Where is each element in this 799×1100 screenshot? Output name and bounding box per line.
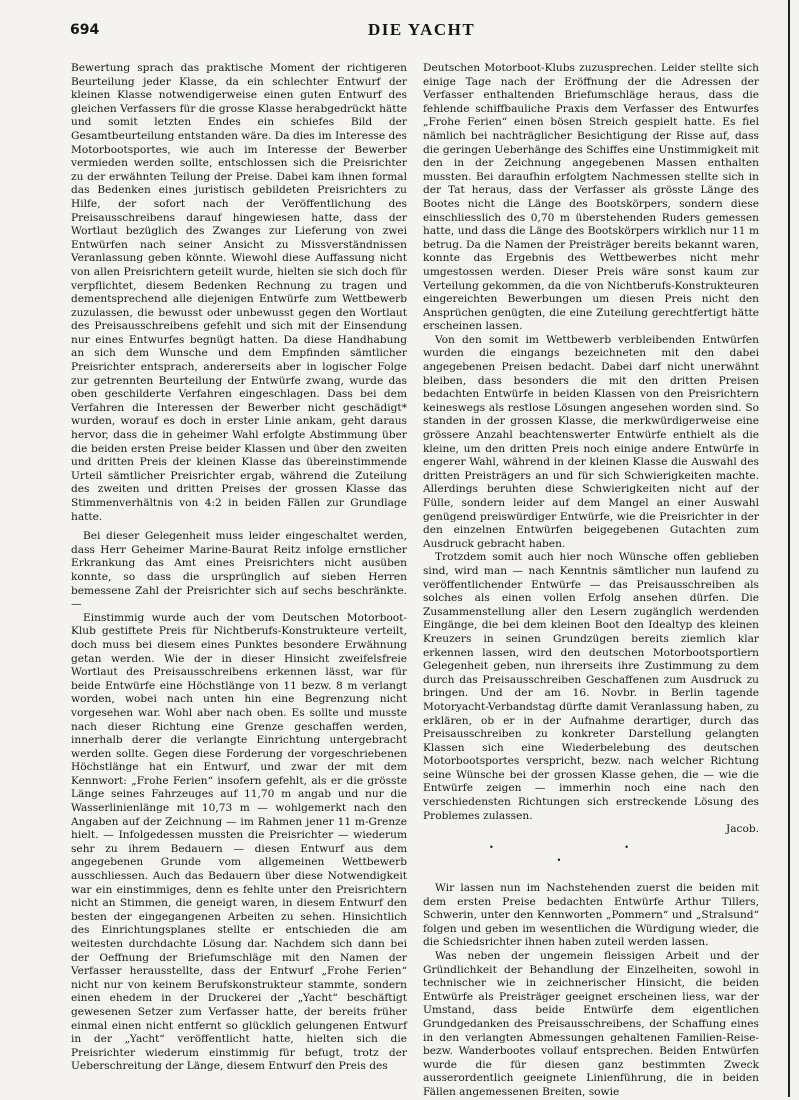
paragraph: Trotzdem somit auch hier noch Wünsche offen geblieben sind, wird man — nach Kenntnis sämtlicher nun laufend zu veröffentlichender Entwürfe — das Preisausschreiben als solches als einen vollen Erfolg ansehen dürfen. Die Zusammenstellung aller den Lesern zugänglich werdenden Eingänge, die bei dem kleinen Boot den Idealtyp des kleinen Kreuzers in seinen Grundzügen bereits ziemlich klar erkennen lassen, wird den deutschen Motorbootsportlern Gelegenheit geben, nun ihrerseits ihre Zustimmung zu dem durch das Preisausschreiben Geschaffenen zum Ausdruck zu bringen. Und der am 16. Novbr. in Berlin tagende Motoryacht-Verbandstag dürfte damit Veranlassung haben, zu erklären, ob er in der Aufnahme derartiger, durch das Preisausschreiben zu konkreter Darstellung gelangten Klassen sich eine Wiederbelebung des deutschen Motorbootsportes verspricht, bezw. nach welcher Richtung seine Wünsche bei der grossen Klasse gehen, die — wie die Entwürfe zeigen — immerhin noch eine nach den verschiedensten Richtungen sich erstreckende Lösung des Problemes zulassen. bbox=[423, 551, 759, 822]
author-signature: Jacob. bbox=[725, 823, 759, 836]
paragraph: Bei dieser Gelegenheit muss leider eingeschaltet werden, dass Herr Geheimer Marine-Baurat Reitz infolge ernstlicher Erkrankung das Amt eines Preisrichters nicht ausüben konnte, so dass die ursprünglich auf sieben Herren bemessene Zahl der Preisrichter sich auf sechs beschränkte. — bbox=[71, 530, 407, 611]
paragraph: Einstimmig wurde auch der vom Deutschen Motorboot-Klub gestiftete Preis für Nichtberufs-Konstrukteure verteilt, doch muss bei diesem eines Punktes besondere Erwähnung getan werden. Wie der in dieser Hinsicht zweifelsfreie Wortlaut des Preisausschreibens erkennen lässt, war für beide Entwürfe eine Höchstlänge von 11 bezw. 8 m verlangt worden, wobei nach unten hin eine Begrenzung nicht vorgesehen war. Wohl aber nach oben. Es sollte und musste nach dieser Richtung eine Grenze geschaffen werden, innerhalb derer die verlangte Einrichtung untergebracht werden sollte. Gegen diese Forderung der vorgeschriebenen Höchstlänge hat ein Entwurf, und zwar der mit dem Kennwort: „Frohe Ferien“ insofern gefehlt, als er die grösste Länge seines Fahrzeuges auf 11,70 m angab und nur die Wasserlinienlänge mit 10,73 m — wohlgemerkt nach den Angaben auf der Zeichnung — im Rahmen jener 11 m-Grenze hielt. — Infolgedessen mussten die Preisrichter — wiederum sehr zu ihrem Bedauern — diesen Entwurf aus dem angegebenen Grunde vom allgemeinen Wettbewerb ausschliessen. Auch das Bedauern über diese Notwendigkeit war ein einstimmiges, denn es fehlte unter den Preisrichtern nicht an Stimmen, die geneigt waren, in diesem Entwurf den besten der eingegangenen Arbeiten zu sehen. Hinsichtlich des Einrichtungsplanes stellte er entschieden die am weitesten durchdachte Lösung dar. Nachdem sich dann bei der Oeffnung der Briefumschläge mit den Namen der Verfasser herausstellte, dass der Entwurf „Frohe Ferien“ nicht nur von keinem Berufskonstrukteur stammte, sondern einen ehedem in der Druckerei der „Yacht“ beschäftigt gewesenen Setzer zum Verfasser hatte, der bereits früher einmal einen nicht entfernt so glücklich gelungenen Entwurf in der „Yacht“ veröffentlicht hatte, hielten sich die Preisrichter wiederum einstimmig für befugt, trotz der Ueberschreitung der Länge, diesem Entwurf den Preis des bbox=[71, 611, 407, 1073]
left-column bbox=[71, 62, 407, 1074]
paragraph: Wir lassen nun im Nachstehenden zuerst die beiden mit dem ersten Preise bedachten Entwürfe Arthur Tillers, Schwerin, unter den Kennworten „Pommern“ und „Stralsund“ folgen und geben im wesentlichen die Würdigung wieder, die die Schiedsrichter ihnen haben zuteil werden lassen. bbox=[423, 882, 759, 949]
right-column bbox=[423, 62, 759, 1100]
paragraph: Von den somit im Wettbewerb verbleibenden Entwürfen wurden die eingangs bezeichneten mit den dabei angegebenen Preisen bedacht. Dabei darf nicht unerwähnt bleiben, dass besonders die mit den dritten Preisen bedachten Entwürfe in beiden Klassen von den Preisrichtern keineswegs als restlose Lösungen angesehen worden sind. So standen in der grossen Klasse, die merkwürdigerweise eine grössere Anzahl beachtenswerter Entwürfe enthielt als die kleine, um den dritten Preis noch einige andere Entwürfe in engerer Wahl, während in der kleinen Klasse die Auswahl des dritten Preisträgers an und für sich Schwierigkeiten machte. Allerdings beruhten diese Schwierigkeiten nicht auf der Fülle, sondern leider auf dem Mangel an einer Auswahl genügend preiswürdiger Entwürfe, wie die Preisrichter in der den einzelnen Entwürfen beigegebenen Gutachten zum Ausdruck gebracht haben. bbox=[423, 333, 759, 550]
section-separator: • • • bbox=[489, 842, 693, 866]
page-edge-rule bbox=[788, 0, 790, 1097]
page-number: 694 bbox=[70, 22, 100, 38]
paragraph: Deutschen Motorboot-Klubs zuzusprechen. Leider stellte sich einige Tage nach der Eröffnung der die Adressen der Verfasser enthaltenden Briefumschläge heraus, dass die fehlende schiffbauliche Praxis dem Verfasser des Entwurfes „Frohe Ferien“ einen bösen Streich gespielt hatte. Es fiel nämlich bei nachträglicher Besichtigung der Risse auf, dass die geringen Ueberhänge des Schiffes eine Unstimmigkeit mit den in der Zeichnung angegebenen Massen enthalten mussten. Bei daraufhin erfolgtem Nachmessen stellte sich in der Tat heraus, dass der Verfasser als grösste Länge des Bootes nicht die Länge des Bootskörpers, sondern diese einschliesslich des 0,70 m überstehenden Ruders gemessen hatte, und dass die Länge des Bootskörpers wirklich nur 11 m betrug. Da die Namen der Preisträger bereits bekannt waren, konnte das Ergebnis des Wettbewerbes nicht mehr umgestossen werden. Dieser Preis wäre sonst kaum zur Verteilung gekommen, da die von Nichtberufs-Konstrukteuren eingereichten Bewerbungen um diesen Preis nicht den Ansprüchen genügten, die eine Zuteilung gerechtfertigt hätte erscheinen lassen. bbox=[423, 62, 759, 333]
paragraph: Was neben der ungemein fleissigen Arbeit und der Gründlichkeit der Behandlung der Einzelheiten, sowohl in technischer wie in zeichnerischer Hinsicht, die beiden Entwürfe als Preisträger geeignet erscheinen liess, war der Umstand, dass beide Entwürfe dem eigentlichen Grundgedanken des Preisausschreibens, der Schaffung eines in den verlangten Abmessungen gehaltenen Familien-Reise- bezw. Wanderbootes vollauf entsprechen. Beiden Entwürfen wurde die für diesen ganz bestimmten Zweck ausserordentlich geeignete Linienführung, die in beiden Fällen angemessenen Breiten, sowie bbox=[423, 950, 759, 1098]
running-head: DIE YACHT bbox=[368, 20, 476, 39]
paragraph: Bewertung sprach das praktische Moment der richtigeren Beurteilung jeder Klasse, da ein schlechter Entwurf der kleinen Klasse notwendigerweise einen guten Entwurf des gleichen Verfassers für die grosse Klasse herabgedrückt hätte und somit letzten Endes ein schiefes Bild der Gesamtbeurteilung entstanden wäre. Da dies im Interesse des Motorbootsportes, wie auch im Interesse der Bewerber vermieden werden sollte, entschlossen sich die Preisrichter zu der erwähnten Teilung der Preise. Dabei kam ihnen formal das Bedenken eines juristisch gebildeten Preisrichters zu Hilfe, der sofort nach der Veröffentlichung des Preisausschreibens darauf hingewiesen hatte, dass der Wortlaut bezüglich des Zwanges zur Lieferung von zwei Entwürfen nach seiner Ansicht zu Missverständnissen Veranlassung geben könnte. Wiewohl diese Auffassung nicht von allen Preisrichtern geteilt wurde, hielten sie sich doch für verpflichtet, diesem Bedenken Rechnung zu tragen und dementsprechend alle diejenigen Entwürfe zum Wettbewerb zuzulassen, die bewusst oder unbewusst gegen den Wortlaut des Preisausschreibens gefehlt und sich mit der Einsendung nur eines Entwurfes begnügt hatten. Da diese Handhabung an sich dem Wunsche und dem Empfinden sämtlicher Preisrichter entsprach, andererseits aber in logischer Folge zur getrennten Beurteilung der Entwürfe zwang, wurde das oben geschilderte Verfahren eingeschlagen. Dass bei dem Verfahren die Interessen der Bewerber nicht geschädigt* wurden, worauf es doch in erster Linie ankam, geht daraus hervor, dass die in geheimer Wahl erfolgte Abstimmung über die beiden ersten Preise beider Klassen und über den zweiten und dritten Preis der kleinen Klasse das übereinstimmende Urteil sämtlicher Preisrichter ergab, während die Zuteilung des zweiten und dritten Preises der grossen Klasse das Stimmenverhältnis von 4:2 in beiden Fällen zur Grundlage hatte. bbox=[71, 62, 407, 523]
